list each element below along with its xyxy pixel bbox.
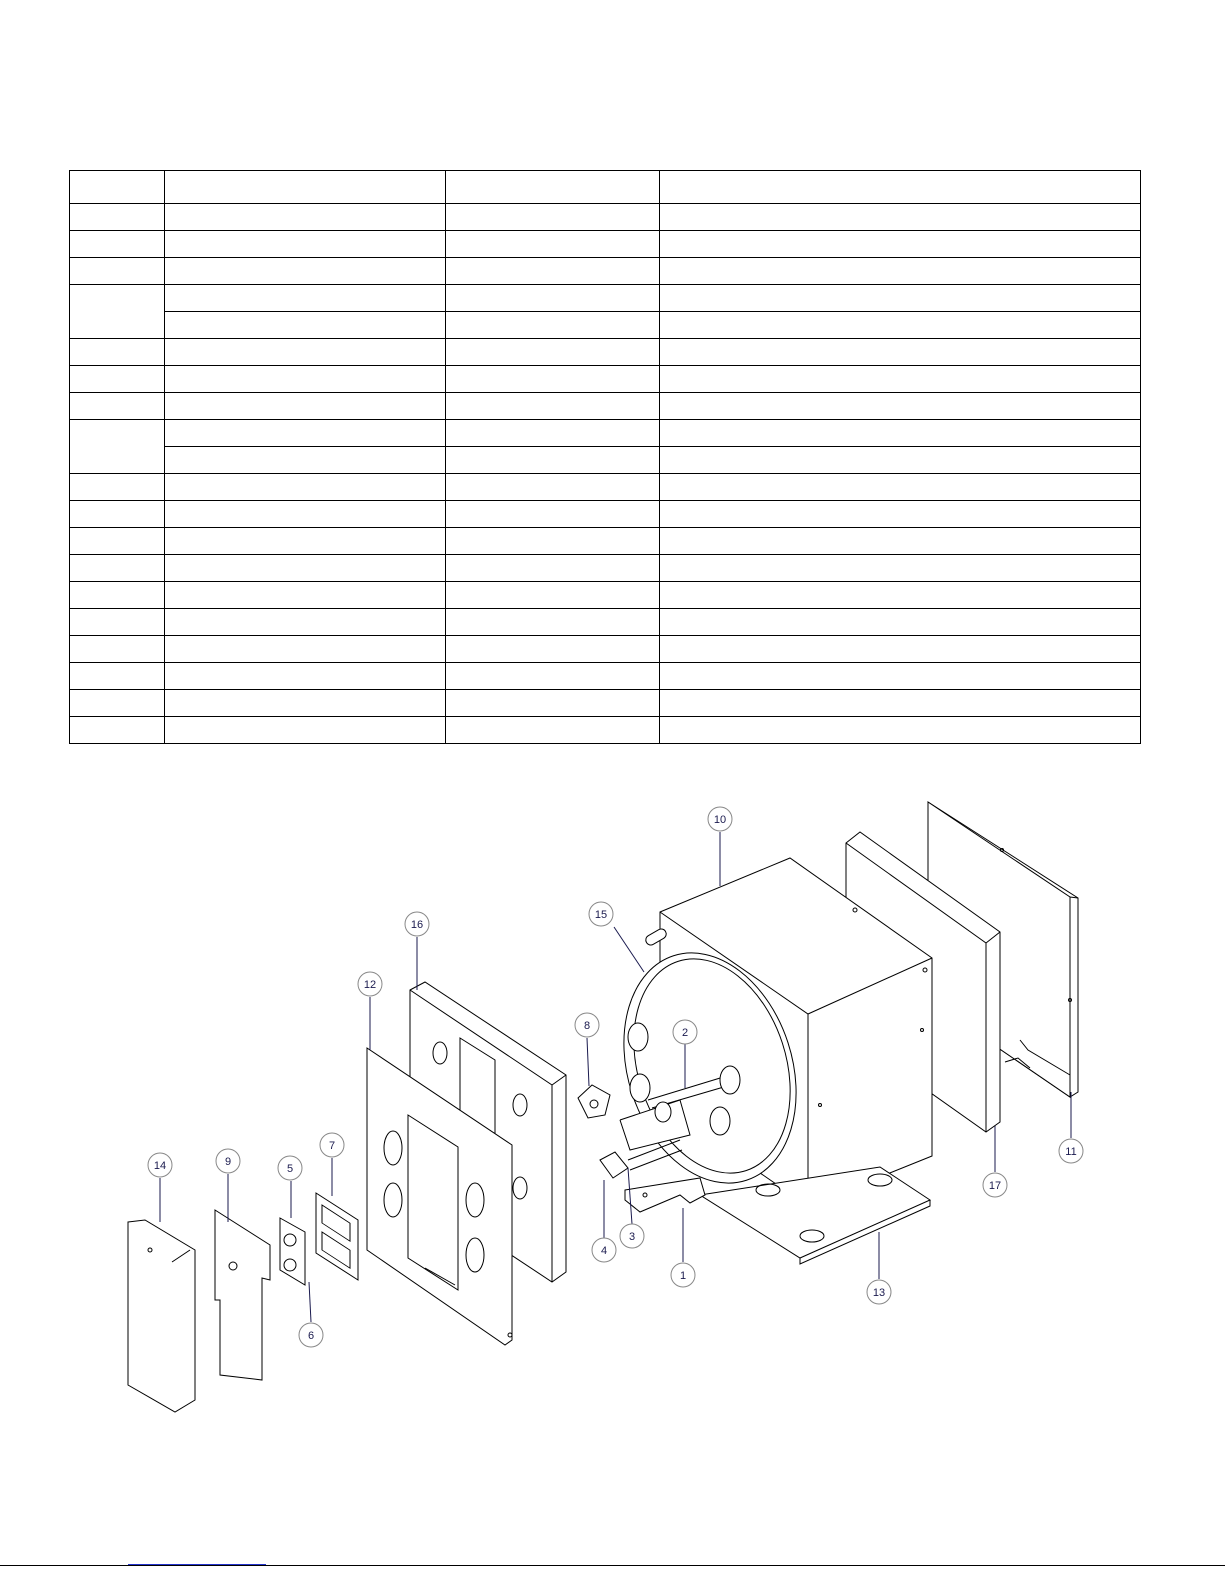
notes-cell — [660, 420, 1141, 447]
parts-list-table — [69, 170, 1141, 744]
callout-16 — [405, 912, 429, 936]
table-row — [70, 582, 1141, 609]
notes-cell — [660, 663, 1141, 690]
notes-cell — [660, 366, 1141, 393]
item-cell — [70, 366, 165, 393]
header-description — [165, 171, 446, 204]
part-number-cell — [446, 420, 660, 447]
description-cell — [165, 231, 446, 258]
callout-number: 16 — [410, 919, 424, 931]
notes-cell — [660, 582, 1141, 609]
callout-number: 14 — [153, 1160, 167, 1172]
callout-number: 6 — [307, 1330, 315, 1342]
part-switch-assembly — [280, 1218, 305, 1285]
notes-cell — [660, 555, 1141, 582]
part-number-cell — [446, 366, 660, 393]
callout-11 — [1059, 1139, 1083, 1163]
callout-number: 17 — [988, 1180, 1002, 1192]
table-row — [70, 204, 1141, 231]
description-cell — [165, 447, 446, 474]
table-row — [70, 555, 1141, 582]
callout-8 — [575, 1013, 599, 1037]
table-row — [70, 690, 1141, 717]
page-bottom-rule — [0, 1565, 1225, 1566]
part-clip — [578, 1085, 610, 1118]
part-bracket — [625, 1178, 705, 1212]
description-cell — [165, 420, 446, 447]
part-number-cell — [446, 609, 660, 636]
callout-10 — [708, 807, 732, 831]
callout-number: 9 — [224, 1156, 232, 1168]
part-number-cell — [446, 690, 660, 717]
description-cell — [165, 204, 446, 231]
callout-9 — [216, 1149, 240, 1173]
callout-2 — [673, 1020, 697, 1044]
header-notes — [660, 171, 1141, 204]
callout-13 — [867, 1280, 891, 1304]
item-cell — [70, 474, 165, 501]
description-cell — [165, 501, 446, 528]
notes-cell — [660, 609, 1141, 636]
description-cell — [165, 528, 446, 555]
exploded-assembly-diagram — [0, 790, 1225, 1430]
notes-cell — [660, 501, 1141, 528]
callout-14 — [148, 1153, 172, 1177]
part-cover-bracket — [215, 1210, 270, 1380]
header-item — [70, 171, 165, 204]
item-cell — [70, 663, 165, 690]
notes-cell — [660, 339, 1141, 366]
part-number-cell — [446, 204, 660, 231]
table-row — [70, 447, 1141, 474]
part-number-cell — [446, 555, 660, 582]
item-cell — [70, 501, 165, 528]
table-row — [70, 312, 1141, 339]
callout-4 — [592, 1238, 616, 1262]
part-number-cell — [446, 474, 660, 501]
part-number-cell — [446, 231, 660, 258]
callout-number: 8 — [583, 1020, 591, 1032]
table-row — [70, 663, 1141, 690]
item-cell — [70, 258, 165, 285]
item-cell — [70, 717, 165, 744]
callout-12 — [358, 972, 382, 996]
callout-number: 4 — [600, 1245, 608, 1257]
callout-number: 2 — [681, 1027, 689, 1039]
callout-17 — [983, 1173, 1007, 1197]
description-cell — [165, 717, 446, 744]
description-cell — [165, 636, 446, 663]
notes-cell — [660, 717, 1141, 744]
header-part-number — [446, 171, 660, 204]
item-cell — [70, 231, 165, 258]
callout-7 — [320, 1133, 344, 1157]
callout-3 — [620, 1224, 644, 1248]
callout-number: 12 — [363, 979, 377, 991]
table-row — [70, 339, 1141, 366]
part-number-cell — [446, 339, 660, 366]
description-cell — [165, 582, 446, 609]
part-number-cell — [446, 528, 660, 555]
callout-6 — [299, 1323, 323, 1347]
part-number-cell — [446, 582, 660, 609]
notes-cell — [660, 285, 1141, 312]
table-row — [70, 420, 1141, 447]
description-cell — [165, 393, 446, 420]
notes-cell — [660, 258, 1141, 285]
part-label-plate — [316, 1193, 358, 1280]
description-cell — [165, 258, 446, 285]
table-row — [70, 636, 1141, 663]
part-number-cell — [446, 636, 660, 663]
description-cell — [165, 555, 446, 582]
notes-cell — [660, 636, 1141, 663]
item-cell — [70, 609, 165, 636]
part-number-cell — [446, 285, 660, 312]
part-number-cell — [446, 663, 660, 690]
table-row — [70, 258, 1141, 285]
notes-cell — [660, 690, 1141, 717]
callout-number: 5 — [286, 1163, 294, 1175]
callout-number: 11 — [1065, 1146, 1077, 1158]
table-row — [70, 366, 1141, 393]
description-cell — [165, 474, 446, 501]
item-cell — [70, 555, 165, 582]
item-cell — [70, 636, 165, 663]
notes-cell — [660, 528, 1141, 555]
notes-cell — [660, 231, 1141, 258]
description-cell — [165, 663, 446, 690]
table-header-row — [70, 171, 1141, 204]
description-cell — [165, 312, 446, 339]
item-cell — [70, 393, 165, 420]
description-cell — [165, 609, 446, 636]
part-number-cell — [446, 258, 660, 285]
part-front-cover — [128, 1220, 195, 1412]
description-cell — [165, 366, 446, 393]
table-row — [70, 231, 1141, 258]
notes-cell — [660, 204, 1141, 231]
description-cell — [165, 690, 446, 717]
description-cell — [165, 339, 446, 366]
item-cell — [70, 204, 165, 231]
table-row — [70, 717, 1141, 744]
callout-number: 1 — [679, 1270, 687, 1282]
item-cell — [70, 690, 165, 717]
footer-link[interactable] — [128, 1554, 266, 1565]
callout-number: 13 — [872, 1287, 886, 1299]
table-row — [70, 609, 1141, 636]
item-cell — [70, 285, 165, 339]
callout-5 — [278, 1156, 302, 1180]
notes-cell — [660, 393, 1141, 420]
notes-cell — [660, 447, 1141, 474]
notes-cell — [660, 474, 1141, 501]
notes-cell — [660, 312, 1141, 339]
callout-number: 15 — [594, 909, 608, 921]
description-cell — [165, 285, 446, 312]
callout-number: 7 — [328, 1140, 336, 1152]
table-row — [70, 393, 1141, 420]
table-row — [70, 501, 1141, 528]
part-number-cell — [446, 312, 660, 339]
callout-number: 10 — [713, 814, 727, 826]
item-cell — [70, 420, 165, 474]
part-number-cell — [446, 717, 660, 744]
part-number-cell — [446, 501, 660, 528]
part-number-cell — [446, 447, 660, 474]
table-row — [70, 528, 1141, 555]
callout-15 — [589, 902, 613, 926]
item-cell — [70, 582, 165, 609]
callout-1 — [671, 1263, 695, 1287]
table-row — [70, 285, 1141, 312]
part-number-cell — [446, 393, 660, 420]
item-cell — [70, 339, 165, 366]
callout-number: 3 — [628, 1231, 636, 1243]
item-cell — [70, 528, 165, 555]
table-row — [70, 474, 1141, 501]
